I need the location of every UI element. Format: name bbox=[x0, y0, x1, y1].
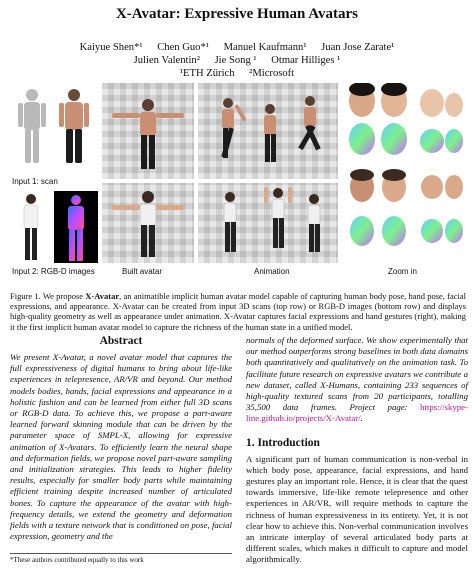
author: Otmar Hilliges ¹ bbox=[271, 55, 341, 66]
caption-text: , an animatible implicit human avatar model capable of capturing human body pose, hand pose, facial expressions, and appearance. X-Avatar can be created from input 3D scans (top row) or RGB-D images (bottom row) and displays high-quality geometry as well as appearance under animation. X-Avatar captures facial expressions and hand gestures (right), making it the first implicit human avatar model to capture the richness of the human state in a unified model. bbox=[10, 291, 466, 332]
scan-input-image bbox=[10, 83, 98, 175]
teaser-figure bbox=[10, 83, 468, 279]
caption-prefix: Figure 1. We propose bbox=[10, 291, 86, 301]
animation-poses-bottom bbox=[198, 183, 338, 263]
caption-method-name: X-Avatar bbox=[85, 291, 120, 301]
zoom-faces-hands bbox=[342, 83, 468, 263]
introduction-heading: 1. Introduction bbox=[246, 436, 320, 449]
author-block bbox=[0, 41, 474, 80]
abstract-heading: Abstract bbox=[99, 335, 143, 347]
author: Juan Jose Zarate¹ bbox=[321, 42, 395, 53]
built-avatar-bottom bbox=[102, 183, 194, 263]
abstract-continued bbox=[246, 335, 468, 425]
project-page-link[interactable]: https://skype-line.github.io/projects/X-Avatar/ bbox=[246, 402, 468, 424]
author: Jie Song ¹ bbox=[214, 55, 257, 66]
abstract-continued-text: normals of the deformed surface. We show experimentally that our method outperforms strong baselines in both data domains both quantitatively and qualitatively on the animation task. To facilitate future research on expressive avatars we contribute a new dataset, called X-Humans, containing 233 sequences of high-quality textured scans from 20 participants, totalling 35,500 data frames. Project page: bbox=[246, 335, 468, 413]
author-line-2 bbox=[0, 54, 474, 67]
paper-title: X-Avatar: Expressive Human Avatars bbox=[115, 6, 359, 22]
abstract-text: We present X-Avatar, a novel avatar model that captures the full expressiveness of digital humans to bring about life-like experiences in telepresence, AR/VR and beyond. Our method models bodies, hands, facial expressions and appearance in a holistic fashion and can be learned from either full 3D scans or RGB-D data. To achieve this, we propose a part-aware learned forward skinning module that can be driven by the parameter space of SMPL-X, allowing for expressive animation of X-Avatars. To efficiently learn the neural shape and deformation fields, we propose novel part-aware sampling and initialization strategies. This leads to higher fidelity results, especially for smaller body parts while maintaining efficient training despite increased number of articulated bones. To capture the appearance of the avatar with high-frequency details, we extend the geometry and deformation fields with a texture network that is conditioned on pose, facial expression, geometry and the bbox=[10, 352, 232, 542]
animation-poses-top bbox=[198, 83, 338, 179]
label-input-2: Input 2: RGB-D images bbox=[12, 267, 95, 276]
introduction-text: A significant part of human communication is non-verbal in which body pose, appearance, facial expressions, and hand gestures play an important role. Hence, it is clear that the quest towards immersive, life-like remote telepresence and other experiences in AR/VR, will require methods to capture the richness of human expressiveness in its entirety. Yet, it is not clear how to achieve this. Non-verbal communication involves an intricate interplay of several articulated body parts at different scales, which makes it difficult to capture and model algorithmically. bbox=[246, 453, 468, 565]
normal-map-person bbox=[54, 191, 98, 263]
affiliations bbox=[0, 67, 474, 80]
zoom-in-panel bbox=[342, 83, 468, 263]
avatar-tpose-top bbox=[102, 83, 194, 179]
author: Manuel Kaufmann¹ bbox=[223, 42, 307, 53]
right-column bbox=[246, 335, 468, 566]
label-built-avatar: Built avatar bbox=[122, 267, 163, 276]
affiliation: ¹ETH Zürich bbox=[179, 68, 235, 79]
author-line-1 bbox=[0, 41, 474, 54]
author: Chen Guo*¹ bbox=[157, 42, 209, 53]
rgb-person bbox=[10, 191, 52, 263]
label-input-1: Input 1: scan bbox=[12, 177, 58, 186]
scan-figures bbox=[10, 83, 98, 175]
abstract-end: . bbox=[360, 413, 363, 424]
rgb-image bbox=[10, 191, 52, 263]
built-avatar-top bbox=[102, 83, 194, 179]
author: Kaiyue Shen*¹ bbox=[79, 42, 143, 53]
depth-normal-image bbox=[54, 191, 98, 263]
label-zoom-in: Zoom in bbox=[388, 267, 417, 276]
footnote: *These authors contributed equally to this work bbox=[10, 553, 232, 564]
animation-bottom bbox=[198, 183, 338, 263]
figure-caption bbox=[10, 291, 466, 332]
author: Julien Valentin² bbox=[133, 55, 200, 66]
label-animation: Animation bbox=[254, 267, 290, 276]
left-column bbox=[10, 335, 232, 542]
animation-top bbox=[198, 83, 338, 179]
affiliation: ²Microsoft bbox=[249, 68, 295, 79]
avatar-tpose-bottom bbox=[102, 183, 194, 263]
